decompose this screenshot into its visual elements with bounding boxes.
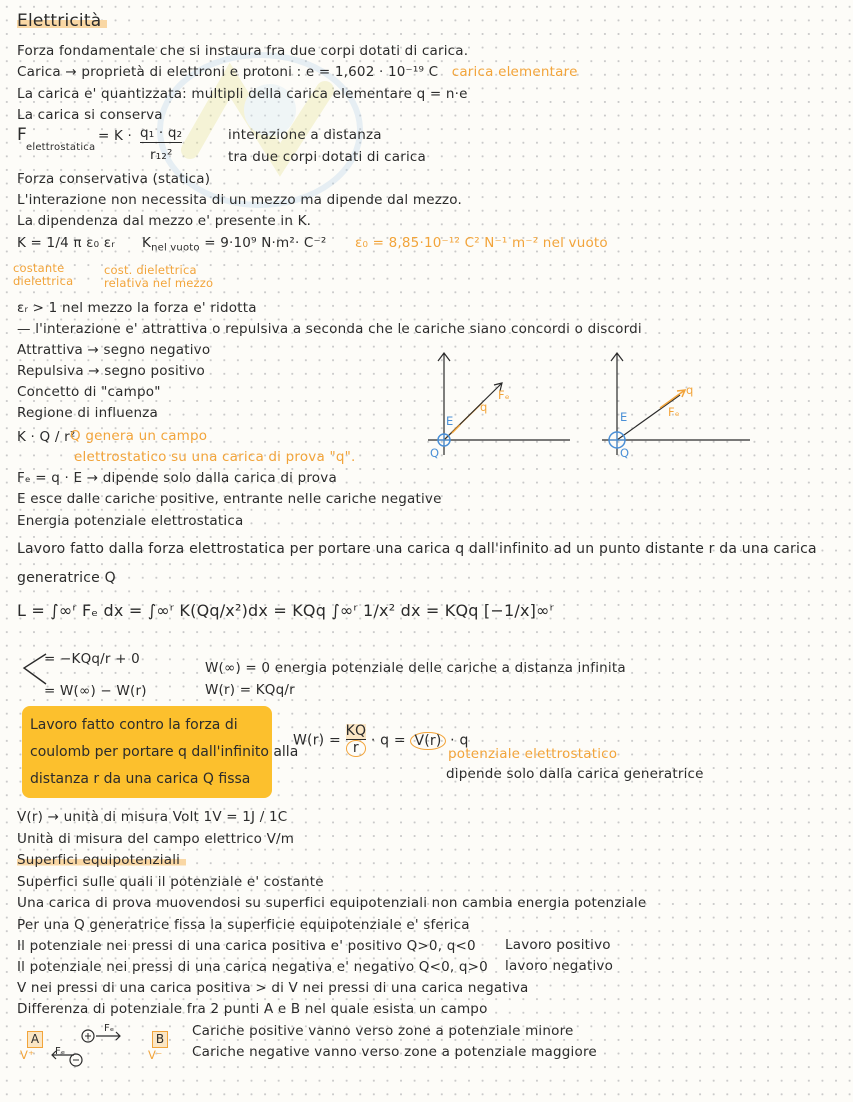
text-line: La carica e' quantizzata: multipli della carica elementare q = n·e [17,86,468,102]
text-line: La dipendenza dal mezzo e' presente in K. [17,213,312,229]
text-line: Per una Q generatrice fissa la superficie equipotenziale e' sferica [17,917,470,933]
text-line: Regione di influenza [17,405,159,421]
annotation: potenziale elettrostatico [448,746,618,762]
text-line: Il potenziale nei pressi di una carica positiva e' positivo Q>0, q<0 [17,938,476,954]
formula-f-sub: elettrostatica [26,142,96,153]
text-line: Una carica di prova muovendosi su superfici equipotenziali non cambia energia potenziale [17,895,647,911]
text-line: Cariche negative vanno verso zone a potenziale maggiore [192,1044,597,1060]
integral-formula: L = ∫∞ʳ Fₑ dx = ∫∞ʳ K(Qq/x²)dx = KQq ∫∞ʳ 1/x² dx = KQq [−1/x]∞ʳ [17,601,554,620]
text-line: dipende solo dalla carica generatrice [446,766,704,782]
highlight-box: Lavoro fatto contro la forza di coulomb per portare q dall'infinito alla distanza r da una carica Q fissa [22,706,272,798]
v-plus-label: V⁺ [20,1048,35,1062]
text-line: ε₀ = 8,85·10⁻¹² C² N⁻¹ m⁻² nel vuoto [355,235,608,251]
formula-note: tra due corpi dotati di carica [228,149,427,165]
text-line: Lavoro positivo [505,937,611,953]
text-line: Forza fondamentale che si instaura fra due corpi dotati di carica. [17,43,469,59]
text-line: L'interazione non necessita di un mezzo ma dipende dal mezzo. [17,192,462,208]
text-line: — l'interazione e' attrattiva o repulsiva a seconda che le cariche siano concordi o discordi [17,321,642,337]
potential-formula: W(r) = $\frac{KQ}{r}$ · q = V(r) · q [293,723,469,756]
text-line: Attrattiva → segno negativo [17,342,211,358]
formula-f-lhs: F [17,125,27,145]
annotation: costante dielettrica [13,261,74,288]
charge-label-q: Q [430,446,440,460]
force-label: Fₑ [55,1046,66,1057]
text-line: = W(∞) − W(r) [44,683,147,699]
text-line: = −KQq/r + 0 [44,651,140,667]
text-line: Concetto di "campo" [17,384,161,400]
text-line: Differenza di potenziale fra 2 punti A e B nel quale esista un campo [17,1001,488,1017]
formula-f-num: q₁ · q₂ [140,125,183,141]
annotation: elettrostatico su una carica di prova "q". [74,449,356,465]
formula-f-eq: = K · [98,128,133,144]
text-line: E esce dalle cariche positive, entrante nelle cariche negative [17,491,442,507]
point-b-box: B [152,1031,168,1048]
point-a-box: A [27,1031,43,1048]
section-heading: Superfici equipotenziali [17,851,186,869]
text-line: W(∞) = 0 energia potenziale delle cariche a distanza infinita [205,660,626,676]
charge-label-q-small: q [686,383,694,397]
annotation: Q genera un campo [70,428,208,444]
formula-f-den: r₁₂² [150,147,173,163]
annotation: cost. dielettrica relativa nel mezzo [104,263,214,290]
text-line: $K_{nel vuoto} = 9\cdot 10^9$ N·m²· C⁻² [142,235,327,254]
formula-note: interazione a distanza [228,127,382,143]
field-diagram-attractive [420,345,580,465]
text-line: Lavoro fatto dalla forza elettrostatica per portare una carica q dall'infinito ad un punto distante r da una carica [17,541,817,557]
text-line: Repulsiva → segno positivo [17,363,206,379]
text-line: Superfici sulle quali il potenziale e' costante [17,874,324,890]
text-line: generatrice Q [17,570,116,586]
text-line: Carica → proprietà di elettroni e protoni : e = 1,602 · 10⁻¹⁹ C carica elementare [17,64,578,80]
text-line: K = 1/4 π ε₀ εᵣ [17,235,115,251]
field-label-e: E [620,410,628,424]
field-label-e: E [446,414,454,428]
charge-label-q: Q [620,446,630,460]
section-heading: Energia potenziale elettrostatica [17,513,244,529]
v-minus-label: V⁻ [148,1048,163,1062]
force-label-fe: Fₑ [498,388,510,402]
text-line: Il potenziale nei pressi di una carica negativa e' negativo Q<0, q>0 [17,959,488,975]
force-label-fe: Fₑ [668,405,680,419]
text-line: Fₑ = q · E → dipende solo dalla carica di prova [17,470,337,486]
text-line: εᵣ > 1 nel mezzo la forza e' ridotta [17,300,257,316]
text-line: Unità di misura del campo elettrico V/m [17,831,295,847]
page-title: Elettricità [17,12,107,30]
text-line: V nei pressi di una carica positiva > di V nei pressi di una carica negativa [17,980,529,996]
text-line: W(r) = KQq/r [205,682,295,698]
force-label: Fₑ [104,1023,115,1034]
charge-label-q-small: q [480,400,488,414]
text-line: K · Q / r² [17,429,76,445]
text-line: lavoro negativo [505,958,614,974]
text-line: Cariche positive vanno verso zone a potenziale minore [192,1023,574,1039]
text-line: V(r) → unità di misura Volt 1V = 1J / 1C [17,809,288,825]
text-line: Forza conservativa (statica) [17,171,211,187]
text-line: La carica si conserva [17,107,163,123]
